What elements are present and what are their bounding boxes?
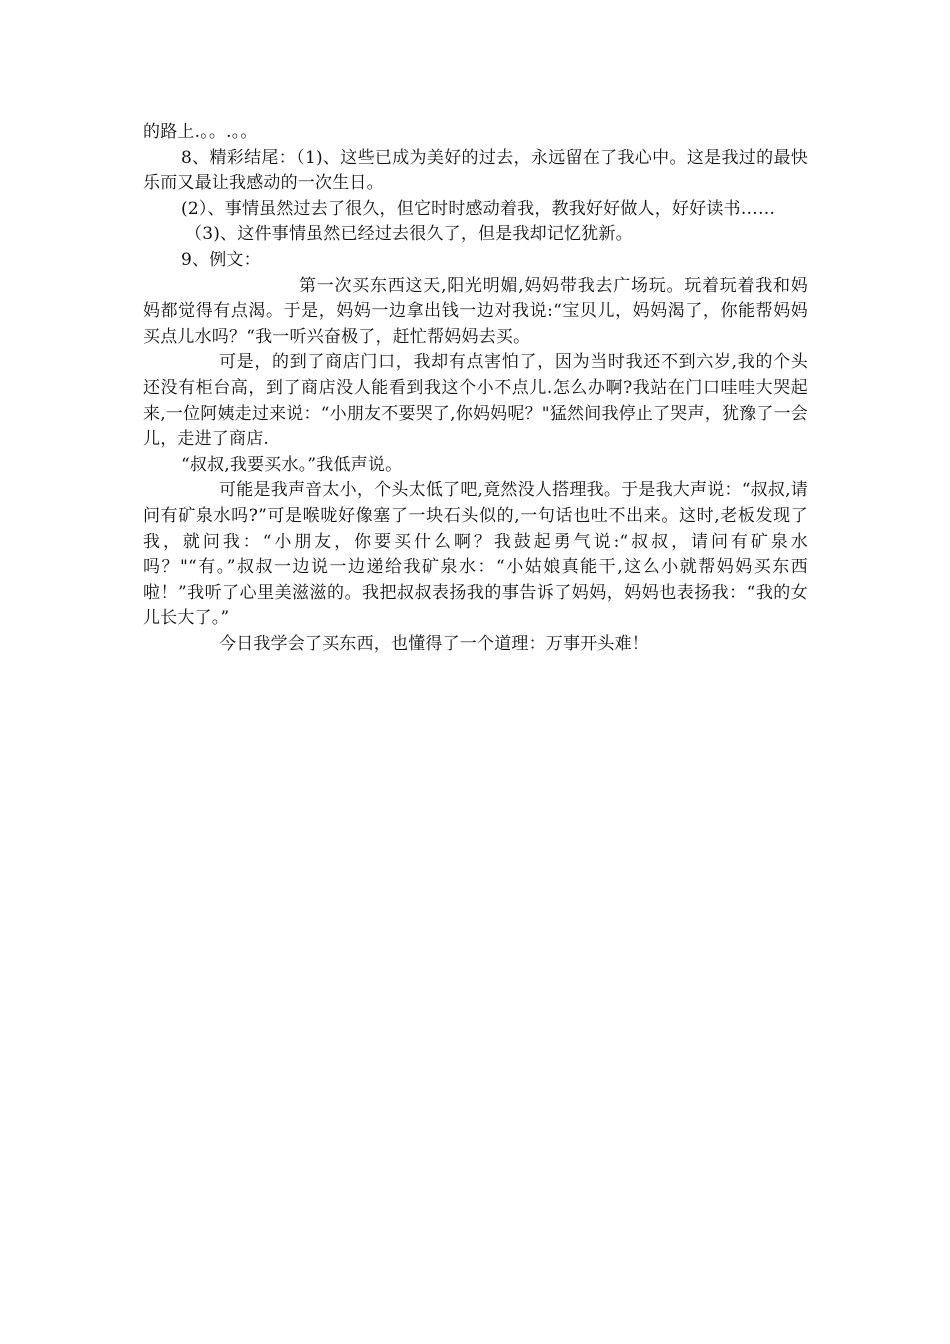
paragraph-example-1: 第一次买东西这天,阳光明媚,妈妈带我去广场玩。玩着玩着我和妈妈都觉得有点渴。于是，妈妈一边拿出钱一边对我说:“宝贝儿，妈妈渴了，你能帮妈妈买点儿水吗？“我一听兴奋极了，赶忙帮妈妈去买。 (143, 275, 808, 347)
paragraph-ending-tip-3: （3)、这件事情虽然已经过去很久了，但是我却记忆犹新。 (185, 224, 633, 245)
paragraph-example-4: 可能是我声音太小，个头太低了吧,竟然没人搭理我。于是我大声说：“叔叔,请问有矿泉水吗?”可是喉咙好像塞了一块石头似的,一句话也吐不出来。这时,老板发现了我，就问我：“小朋友，你要买什么啊？我鼓起勇气说:“叔叔，请问有矿泉水吗？"“有。”叔叔一边说一边递给我矿泉水：“小姑娘真能干,这么小就帮妈妈买东西啦！”我听了心里美滋滋的。我把叔叔表扬我的事告诉了妈妈，妈妈也表扬我：“我的女儿长大了。” (143, 480, 808, 629)
paragraph-example-5: 今日我学会了买东西，也懂得了一个道理：万事开头难！ (219, 633, 649, 654)
paragraph-example-2: 可是，的到了商店门口，我却有点害怕了，因为当时我还不到六岁,我的个头还没有柜台高，到了商店没人能看到我这个小不点儿.怎么办啊?我站在门口哇哇大哭起来,一位阿姨走过来说：“小朋友不要哭了,你妈妈呢？"猛然间我停止了哭声，犹豫了一会儿，走进了商店. (143, 352, 808, 450)
paragraph-example-heading: 9、例文： (181, 249, 261, 270)
paragraph-ending-tip-1: 8、精彩结尾：（1)、这些已成为美好的过去，永远留在了我心中。这是我过的最快乐而又最让我感动的一次生日。 (143, 147, 808, 194)
paragraph-example-3: “叔叔,我要买水。”我低声说。 (181, 454, 403, 475)
paragraph-ending-tip-2: (2）、事情虽然过去了很久，但它时时感动着我，教我好好做人，好好读书…… (181, 198, 776, 219)
document-body (143, 120, 808, 657)
paragraph-continuation: 的路上.。。.。。 (143, 122, 258, 142)
